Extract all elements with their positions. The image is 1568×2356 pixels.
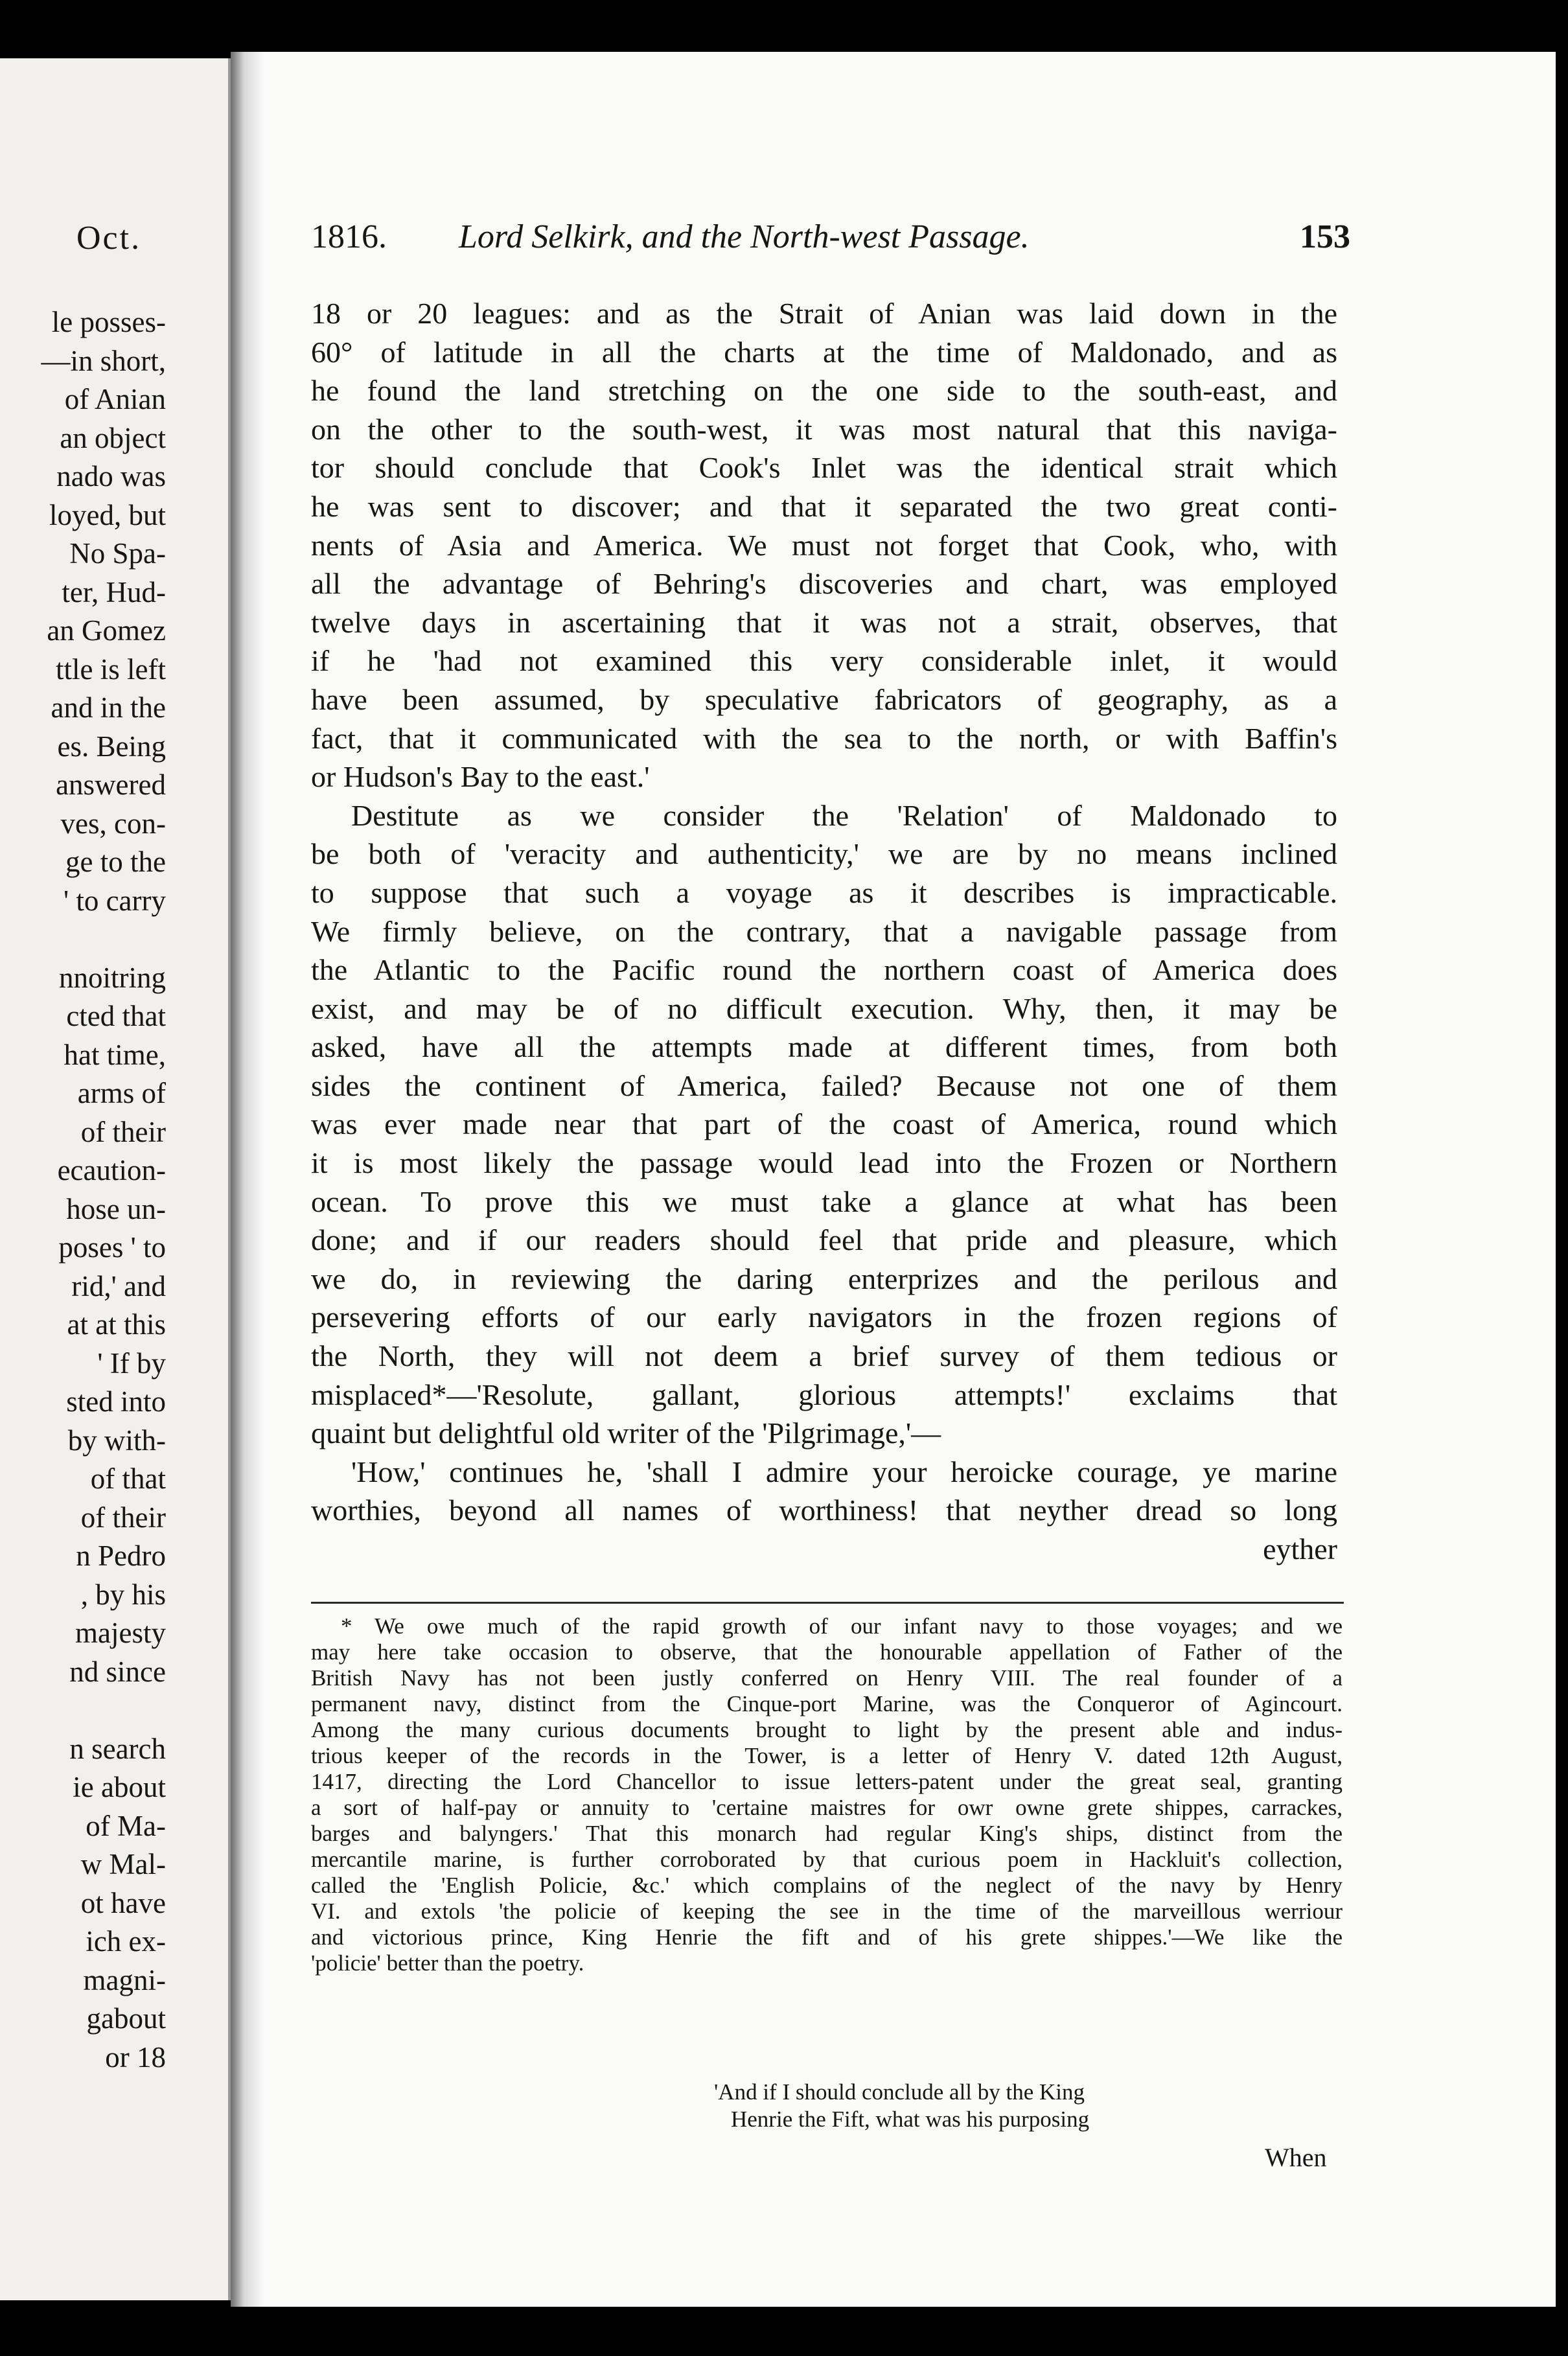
left-line: ' to carry bbox=[63, 884, 166, 917]
body-line: to suppose that such a voyage as it describes is impracticable. bbox=[311, 875, 1337, 909]
left-line: ich ex- bbox=[86, 1925, 166, 1958]
left-page-running-head: Oct. bbox=[76, 220, 142, 257]
verse-line: 'And if I should conclude all by the King bbox=[714, 2079, 1085, 2105]
left-line: hat time, bbox=[63, 1038, 166, 1071]
left-page-fragment bbox=[0, 58, 231, 2300]
body-line: or Hudson's Bay to the east.' bbox=[311, 760, 650, 794]
footnote-line: mercantile marine, is further corroborated by that curious poem in Hackluit's collection, bbox=[311, 1847, 1343, 1872]
left-line: ves, con- bbox=[60, 807, 166, 840]
footnote-line: Among the many curious documents brought to light by the present able and indus- bbox=[311, 1717, 1343, 1742]
left-line bbox=[0, 1691, 166, 1730]
body-line: twelve days in ascertaining that it was not a strait, observes, that bbox=[311, 605, 1337, 639]
footnote-verse bbox=[714, 2079, 1089, 2133]
left-line: at at this bbox=[67, 1308, 166, 1341]
left-line: es. Being bbox=[57, 730, 166, 763]
left-line: n search bbox=[69, 1732, 166, 1765]
left-line: ter, Hud- bbox=[62, 575, 166, 608]
body-line: be both of 'veracity and authenticity,' we are by no means inclined bbox=[311, 837, 1337, 871]
body-line: all the advantage of Behring's discoveries and chart, was employed bbox=[311, 567, 1337, 601]
left-line: ge to the bbox=[65, 846, 166, 878]
left-line: an object bbox=[60, 421, 166, 454]
left-line: —in short, bbox=[41, 344, 166, 377]
footnote-line: VI. and extols 'the policie of keeping the see in the time of the marveillous werriour bbox=[311, 1899, 1343, 1924]
left-page-text bbox=[0, 303, 166, 2077]
body-text bbox=[311, 294, 1337, 1569]
left-line: of Ma- bbox=[86, 1809, 166, 1842]
left-line: ecaution- bbox=[57, 1154, 166, 1186]
left-line: nado was bbox=[56, 460, 166, 492]
body-line: misplaced*—'Resolute, gallant, glorious attempts!' exclaims that bbox=[311, 1378, 1337, 1411]
left-line: by with- bbox=[67, 1424, 166, 1457]
left-line: answered bbox=[56, 768, 166, 801]
left-line: arms of bbox=[77, 1077, 166, 1109]
body-line: We firmly believe, on the contrary, that a navigable passage from bbox=[311, 914, 1337, 948]
body-line: Destitute as we consider the 'Relation' of Maldonado to bbox=[351, 798, 1337, 832]
left-line: majesty bbox=[75, 1617, 166, 1649]
left-line: an Gomez bbox=[47, 614, 166, 647]
left-line: of their bbox=[80, 1501, 166, 1534]
footnote-line: may here take occasion to observe, that the honourable appellation of Father of the bbox=[311, 1639, 1343, 1665]
left-line: ot have bbox=[80, 1886, 166, 1919]
left-line: loyed, but bbox=[49, 498, 166, 531]
body-line: 'How,' continues he, 'shall I admire your heroicke courage, ye marine bbox=[351, 1455, 1337, 1488]
body-line: worthies, beyond all names of worthiness! that neyther dread so long bbox=[311, 1494, 1337, 1527]
left-line: of their bbox=[80, 1115, 166, 1148]
left-line: sted into bbox=[66, 1385, 166, 1418]
left-line: nnoitring bbox=[59, 961, 166, 994]
left-line: poses ' to bbox=[58, 1231, 166, 1264]
page-number: 153 bbox=[1300, 218, 1350, 255]
right-page bbox=[264, 52, 1556, 2307]
left-line: rid,' and bbox=[71, 1269, 166, 1302]
body-line: he was sent to discover; and that it separated the two great conti- bbox=[311, 489, 1337, 523]
body-line: persevering efforts of our early navigators in the frozen regions of bbox=[311, 1300, 1337, 1334]
left-line bbox=[0, 920, 166, 959]
left-line: No Spa- bbox=[69, 537, 166, 570]
left-line: hose un- bbox=[66, 1192, 166, 1225]
footnote bbox=[311, 1613, 1343, 1976]
body-line: fact, that it communicated with the sea to the north, or with Baffin's bbox=[311, 721, 1337, 755]
body-line: the North, they will not deem a brief survey of them tedious or bbox=[311, 1339, 1337, 1373]
catchword: When bbox=[1265, 2143, 1327, 2172]
body-line: if he 'had not examined this very considerable inlet, it would bbox=[311, 644, 1337, 678]
left-line: ' If by bbox=[97, 1346, 166, 1380]
left-line: w Mal- bbox=[80, 1848, 166, 1880]
body-line: it is most likely the passage would lead into the Frozen or Northern bbox=[311, 1146, 1337, 1180]
left-line: gabout bbox=[86, 2002, 166, 2035]
footnote-line: 'policie' better than the poetry. bbox=[311, 1950, 584, 1976]
body-line: done; and if our readers should feel that pride and pleasure, which bbox=[311, 1223, 1337, 1257]
left-line: of Anian bbox=[64, 383, 166, 415]
body-line: asked, have all the attempts made at different times, from both bbox=[311, 1030, 1337, 1064]
body-line: was ever made near that part of the coast of America, round which bbox=[311, 1107, 1337, 1141]
verse-line: Henrie the Fift, what was his purposing bbox=[731, 2107, 1090, 2132]
body-line: quaint but delightful old writer of the 'Pilgrimage,'— bbox=[311, 1416, 941, 1450]
left-line: or 18 bbox=[105, 2040, 166, 2073]
body-line: exist, and may be of no difficult execution. Why, then, it may be bbox=[311, 991, 1337, 1025]
left-line: n Pedro bbox=[76, 1540, 166, 1572]
left-line: magni- bbox=[83, 1963, 166, 1996]
footnote-line: permanent navy, distinct from the Cinque-port Marine, was the Conqueror of Agincourt. bbox=[311, 1691, 1343, 1716]
left-line: nd since bbox=[69, 1655, 166, 1688]
body-line: 18 or 20 leagues: and as the Strait of Anian was laid down in the bbox=[311, 297, 1337, 330]
body-line: on the other to the south-west, it was most natural that this naviga- bbox=[311, 412, 1337, 446]
footnote-line: 1417, directing the Lord Chancellor to issue letters-patent under the great seal, granting bbox=[311, 1769, 1343, 1794]
running-head bbox=[311, 218, 1350, 263]
footnote-line: and victorious prince, King Henrie the fift and of his grete shippes.'—We like the bbox=[311, 1924, 1343, 1950]
running-head-year: 1816. bbox=[311, 218, 387, 255]
body-line: nents of Asia and America. We must not forget that Cook, who, with bbox=[311, 528, 1337, 562]
left-line: of that bbox=[90, 1462, 166, 1495]
running-head-title: Lord Selkirk, and the North-west Passage. bbox=[459, 218, 1030, 255]
body-line: 60° of latitude in all the charts at the time of Maldonado, and as bbox=[311, 335, 1337, 369]
book-gutter bbox=[231, 52, 264, 2307]
body-line: sides the continent of America, failed? Because not one of them bbox=[311, 1068, 1337, 1102]
left-line: and in the bbox=[51, 691, 166, 724]
body-line: have been assumed, by speculative fabricators of geography, as a bbox=[311, 682, 1337, 716]
footnote-line: a sort of half-pay or annuity to 'certaine maistres for owr owne grete shippes, carrackes, bbox=[311, 1795, 1343, 1820]
left-line: cted that bbox=[66, 1000, 166, 1032]
body-line: eyther bbox=[1263, 1532, 1337, 1565]
body-line: ocean. To prove this we must take a glance at what has been bbox=[311, 1184, 1337, 1218]
footnote-line: barges and balyngers.' That this monarch had regular King's ships, distinct from the bbox=[311, 1821, 1343, 1846]
left-line: ie about bbox=[73, 1771, 166, 1803]
left-line: le posses- bbox=[51, 306, 166, 338]
footnote-rule bbox=[311, 1602, 1344, 1604]
left-line: ttle is left bbox=[56, 653, 166, 686]
body-line: we do, in reviewing the daring enterprizes and the perilous and bbox=[311, 1262, 1337, 1295]
footnote-line: trious keeper of the records in the Tower, is a letter of Henry V. dated 12th August, bbox=[311, 1743, 1343, 1768]
body-line: tor should conclude that Cook's Inlet was the identical strait which bbox=[311, 451, 1337, 485]
footnote-line: * We owe much of the rapid growth of our infant navy to those voyages; and we bbox=[341, 1613, 1343, 1639]
left-line: , by his bbox=[80, 1578, 166, 1611]
footnote-line: British Navy has not been justly conferred on Henry VIII. The real founder of a bbox=[311, 1665, 1343, 1691]
footnote-line: called the 'English Policie, &c.' which complains of the neglect of the navy by Henry bbox=[311, 1873, 1343, 1898]
body-line: he found the land stretching on the one side to the south-east, and bbox=[311, 374, 1337, 408]
body-line: the Atlantic to the Pacific round the northern coast of America does bbox=[311, 953, 1337, 987]
